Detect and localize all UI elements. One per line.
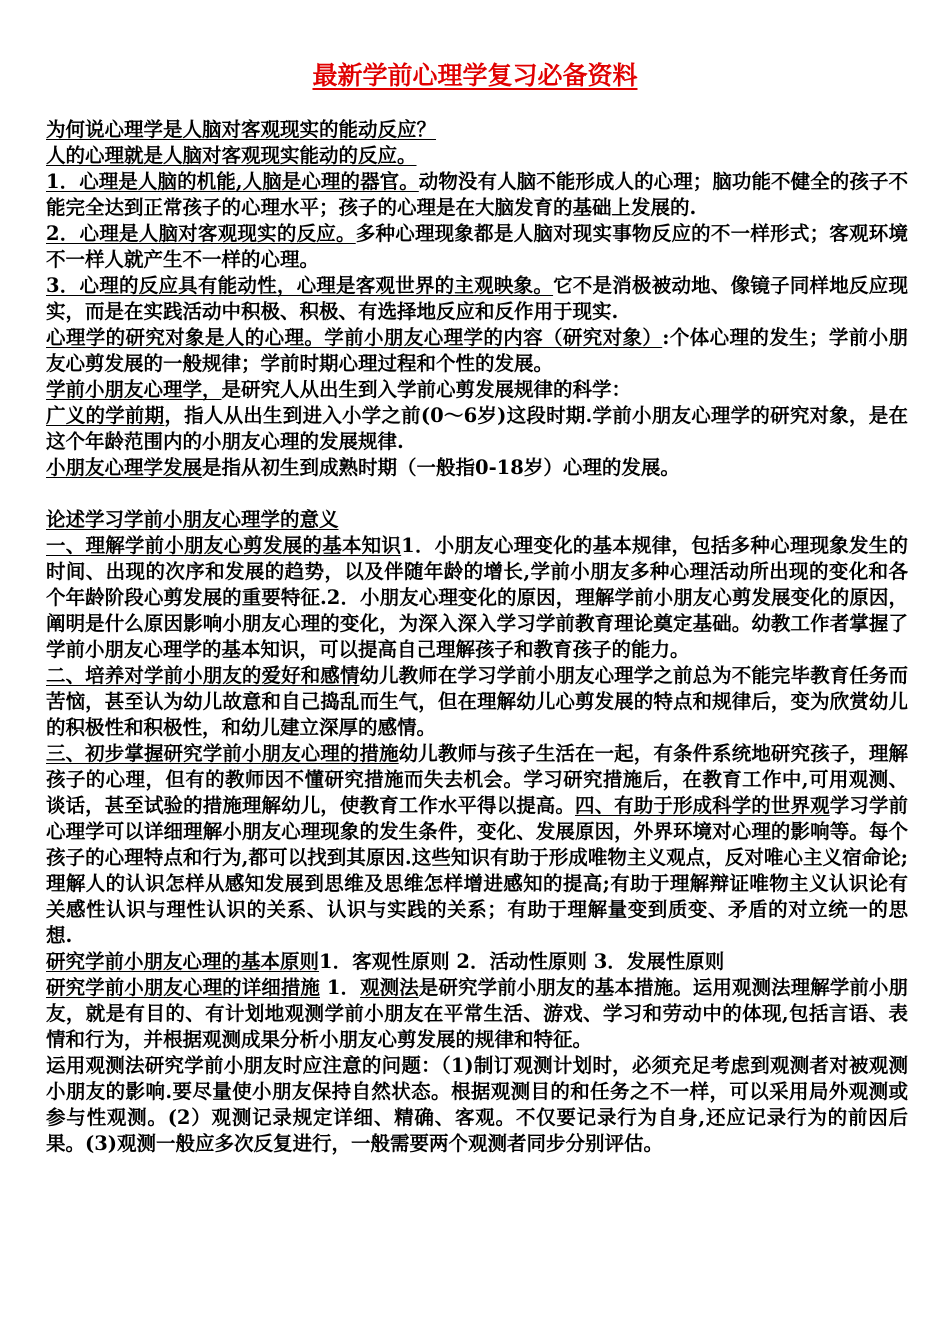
paragraph — [46, 377, 908, 403]
point-text: 是指从初生到成熟时期（一般指0-18岁）心理的发展。 — [202, 456, 680, 479]
paragraph — [46, 273, 908, 325]
point-text: 运用观测法研究学前小朋友时应注意的问题：（1)制订观测计划时，必须充足考虑到观测者对被观测小朋友的影响.要尽量使小朋友保持自然状态。根据观测目的和任务之不一样，可以采用局外观测或参与性观测。(2）观测记录规定详细、精确、客观。不仅要记录行为自身,还应记录行为的前因后果。(3)观测一般应多次反复进行，一般需要两个观测者同步分别评估。 — [46, 1054, 908, 1155]
point-text: 1．客观性原则 2．活动性原则 3．发展性原则 — [319, 950, 725, 973]
paragraph — [46, 949, 908, 975]
point-title: 小朋友心理学发展 — [46, 456, 203, 479]
spacer — [46, 481, 908, 507]
point-title: 2．心理是人脑对客观现实的反应。 — [46, 222, 356, 245]
paragraph — [46, 533, 908, 663]
heading-text: 论述学习学前小朋友心理学的意义 — [46, 508, 339, 531]
point-text: 学习学前心理学可以详细理解小朋友心理现象的发生条件，变化、发展原因，外界环境对心理的影响等。每个孩子的心理特点和行为,都可以找到其原因.这些知识有助于形成唯物主义观点，反对唯心主义宿命论;理解人的认识怎样从感知发展到思维及思维怎样增进感知的提高;有助于理解辩证唯物主义认识论有关感性认识与理性认识的关系、认识与实践的关系；有助于理解量变到质变、矛盾的对立统一的思想. — [46, 794, 908, 947]
point-title: 3．心理的反应具有能动性，心理是客观世界的主观映象。 — [46, 274, 554, 297]
point-text: ，指人从出生到进入小学之前(0～6岁)这段时期.学前小朋友心理学的研究对象，是在这个年龄范围内的小朋友心理的发展规律. — [46, 404, 908, 453]
point-text: 多种心理现象都是人脑对现实事物反应的不一样形式；客观环境不一样人就产生不一样的心理。 — [46, 222, 908, 271]
point-title: 观测法 — [360, 976, 419, 999]
paragraph — [46, 1053, 908, 1157]
paragraph — [46, 221, 908, 273]
paragraph — [46, 169, 908, 221]
paragraph — [46, 403, 908, 455]
point-title: 研究学前小朋友心理的详细措施 — [46, 976, 320, 999]
point-text: 它不是消极被动地、像镜子同样地反应现实，而是在实践活动中积极、积极、有选择地反应和反作用于现实. — [46, 274, 908, 323]
point-title: 学前小朋友心理学， — [46, 378, 222, 401]
point-text: 1． — [320, 976, 361, 999]
document-body — [46, 117, 908, 1157]
point-title: 心理学的研究对象是人的心理。学前小朋友心理学的内容（研究对象） — [46, 326, 663, 349]
paragraph — [46, 143, 908, 169]
question-heading — [46, 507, 908, 533]
point-text: 是研究人从出生到入学前心剪发展规律的科学： — [221, 378, 632, 401]
point-text: :个体心理的发生；学前小朋友心剪发展的一般规律；学前时期心理过程和个性的发展。 — [46, 326, 908, 375]
paragraph — [46, 455, 908, 481]
point-text: 动物没有人脑不能形成人的心理；脑功能不健全的孩子不能完全达到正常孩子的心理水平；孩子的心理是在大脑发育的基础上发展的. — [46, 170, 908, 219]
point-title: 三、初步掌握研究学前小朋友心理的措施 — [46, 742, 399, 765]
point-title: 1．心理是人脑的机能,人脑是心理的器官。 — [46, 170, 419, 193]
point-title: 一、理解学前小朋友心剪发展的基本知识 — [46, 534, 402, 557]
paragraph — [46, 975, 908, 1053]
point-title: 二、培养对学前小朋友的爱好和感情 — [46, 664, 360, 687]
point-text: 幼儿教师与孩子生活在一起，有条件系统地研究孩子，理解孩子的心理，但有的教师因不懂研究措施而失去机会。学习研究措施后，在教育工作中,可用观测、谈话，甚至试验的措施理解幼儿，使教育工作水平得以提高。 — [46, 742, 908, 817]
point-text: 幼儿教师在学习学前小朋友心理学之前总为不能完毕教育任务而苦恼，甚至认为幼儿故意和自己捣乱而生气，但在理解幼儿心剪发展的特点和规律后，变为欣赏幼儿的积极性和积极性，和幼儿建立深厚的感情。 — [46, 664, 908, 739]
point-text: 1．小朋友心理变化的基本规律，包括多种心理现象发生的时间、出现的次序和发展的趋势，以及伴随年龄的增长,学前小朋友多种心理活动所出现的变化和各个年龄阶段心剪发展的重要特征.2．小朋友心理变化的原因，理解学前小朋友心剪发展变化的原因，阐明是什么原因影响小朋友心理的变化，为深入深入学习学前教育理论奠定基础。幼教工作者掌握了学前小朋友心理学的基本知识，可以提高自己理解孩子和教育孩子的能力。 — [46, 534, 908, 661]
page-title: 最新学前心理学复习必备资料 — [312, 61, 638, 90]
intro-text: 人的心理就是人脑对客观现实能动的反应。 — [46, 144, 417, 167]
point-title: 广义的学前期 — [46, 404, 165, 427]
question-heading — [46, 117, 908, 143]
point-title: 研究学前小朋友心理的基本原则 — [46, 950, 320, 973]
paragraph — [46, 741, 908, 949]
paragraph — [46, 325, 908, 377]
paragraph — [46, 663, 908, 741]
point-text: 是研究学前小朋友的基本措施。运用观测法理解学前小朋友，就是有目的、有计划地观测学前小朋友在平常生活、游戏、学习和劳动中的体现,包括言语、表情和行为，并根据观测成果分析小朋友心剪发展的规律和特征。 — [46, 976, 908, 1051]
heading-text: 为何说心理学是人脑对客观现实的能动反应？ — [46, 118, 437, 141]
point-title: 四、有助于形成科学的世界观 — [574, 794, 830, 817]
